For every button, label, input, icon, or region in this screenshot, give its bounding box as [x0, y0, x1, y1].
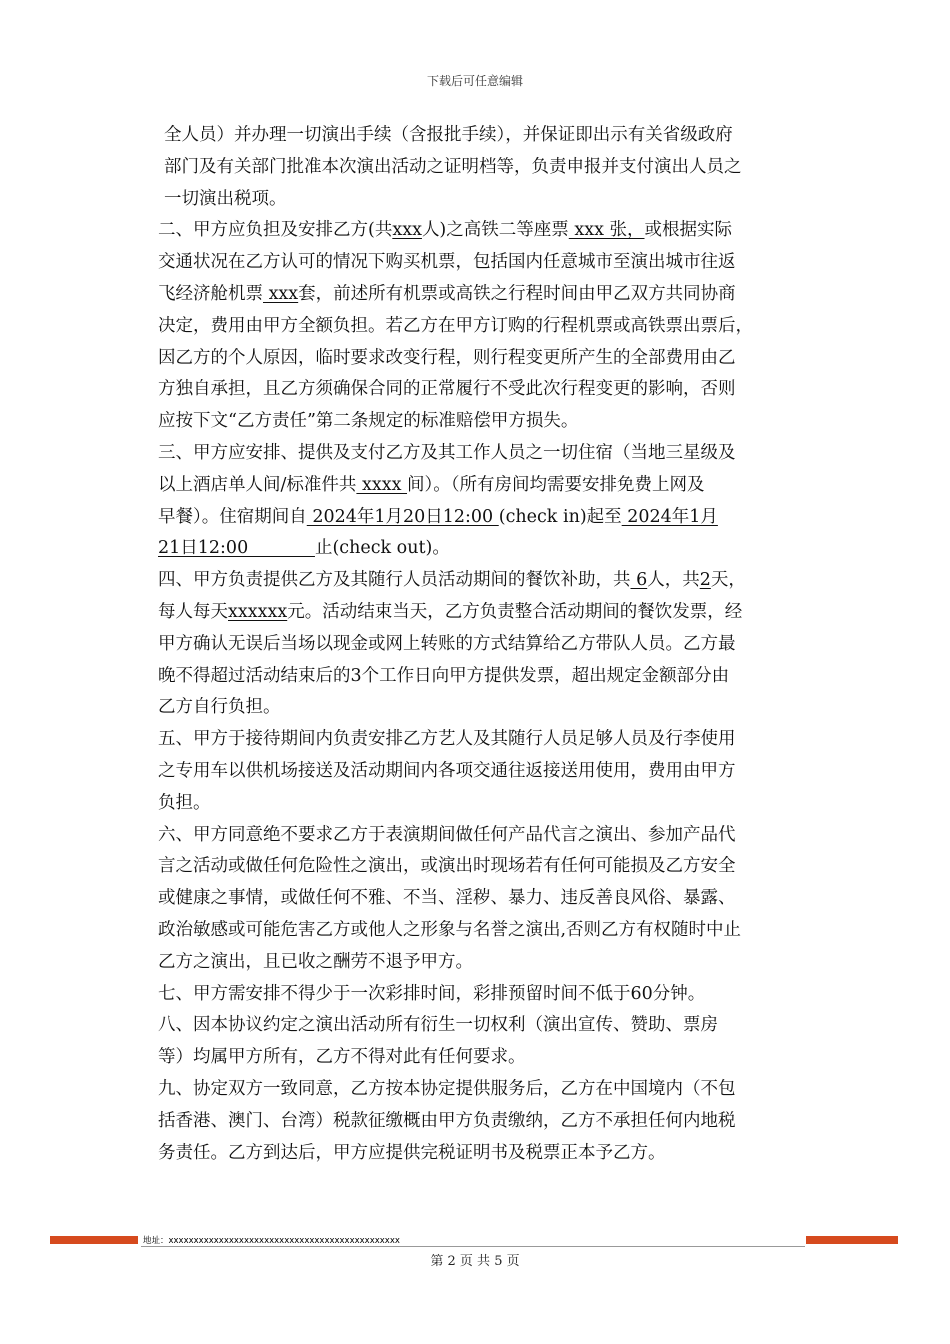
body-line: 三、甲方应安排、提供及支付乙方及其工作人员之一切住宿（当地三星级及: [158, 442, 736, 463]
body-line: 之专用车以供机场接送及活动期间内各项交通往返接送用使用，费用由甲方: [158, 760, 736, 781]
filled-blank: 2024年1月: [621, 506, 718, 527]
body-line: 负担。: [158, 792, 211, 813]
body-line: 应按下文“乙方责任”第二条规定的标准赔偿甲方损失。: [158, 411, 579, 432]
body-line: 或健康之事情，或做任何不雅、不当、淫秽、暴力、违反善良风俗、暴露、: [158, 888, 736, 909]
body-line: [158, 279, 818, 311]
body-line: 七、甲方需安排不得少于一次彩排时间，彩排预留时间不低于60分钟。: [158, 983, 706, 1004]
body-line: 八、因本协议约定之演出活动所有衍生一切权利（演出宣传、赞助、票房: [158, 1015, 718, 1036]
text-run: 或根据实际: [644, 220, 732, 241]
body-line: 甲方确认无误后当场以现金或网上转账的方式结算给乙方带队人员。乙方最: [158, 633, 736, 654]
body-line: 一切演出税项。: [164, 188, 287, 209]
page-number: 第 2 页 共 5 页: [430, 1254, 520, 1269]
body-line: 九、协定双方一致同意，乙方按本协定提供服务后，乙方在中国境内（不包: [158, 1078, 736, 1099]
filled-blank: xxx: [263, 283, 299, 304]
header-note: 下载后可任意编辑: [426, 74, 523, 88]
text-run: 每人每天: [158, 601, 228, 622]
footer-accent-bar-right: [806, 1236, 898, 1244]
body-line: [158, 597, 818, 629]
body-line: 五、甲方于接待期间内负责安排乙方艺人及其随行人员足够人员及行李使用: [158, 729, 736, 750]
body-line: 晚不得超过活动结束后的3个工作日向甲方提供发票，超出规定金额部分由: [158, 665, 730, 686]
text-run: 套，前述所有机票或高铁之行程时间由甲乙双方共同协商: [298, 283, 736, 304]
body-line: 决定，费用由甲方全额负担。若乙方在甲方订购的行程机票或高铁票出票后，: [158, 315, 753, 336]
body-line: 全人员）并办理一切演出手续（含报批手续），并保证即出示有关省级政府: [164, 125, 733, 145]
filled-blank: 2024年1月20日12:00: [306, 506, 499, 527]
body-line: 方独自承担，且乙方须确保合同的正常履行不受此次行程变更的影响，否则: [158, 379, 736, 400]
text-run: 人)之高铁二等座票: [421, 220, 569, 241]
body-line: 乙方自行负担。: [158, 697, 281, 718]
text-run: 四、甲方负责提供乙方及其随行人员活动期间的餐饮补助，共: [158, 570, 631, 591]
filled-blank: xxx: [392, 220, 422, 241]
text-run: 以上酒店单人间/标准件共: [158, 474, 357, 495]
footer-address: 地址：xxxxxxxxxxxxxxxxxxxxxxxxxxxxxxxxxxxxxxxxxxxxxx: [143, 1236, 400, 1246]
body-line: 交通状况在乙方认可的情况下购买机票，包括国内任意城市至演出城市往返: [158, 252, 736, 273]
filled-blank: xxxxxx: [228, 601, 288, 622]
body-line: 言之活动或做任何危险性之演出，或演出时现场若有任何可能损及乙方安全: [158, 856, 736, 877]
filled-blank: xxx 张，: [568, 220, 645, 241]
text-run: 止(check out)。: [314, 538, 450, 559]
footer-accent-bar-left: [50, 1236, 138, 1244]
body-line: 政治敏感或可能危害乙方或他人之形象与名誉之演出,否则乙方有权随时中止: [158, 919, 742, 940]
body-line: [158, 470, 818, 502]
body-line: 括香港、澳门、台湾）税款征缴概由甲方负责缴纳，乙方不承担任何内地税: [158, 1110, 736, 1131]
filled-blank: xxxx: [356, 474, 408, 495]
text-run: (check in)起至: [498, 506, 622, 527]
text-run: 间）。（所有房间均需要安排免费上网及: [407, 474, 705, 495]
body-line: [158, 215, 818, 247]
filled-blank: 2: [699, 570, 711, 591]
text-run: 二、甲方应负担及安排乙方(共: [158, 220, 393, 241]
body-line: 等）均属甲方所有，乙方不得对此有任何要求。: [158, 1047, 526, 1068]
text-run: 元。活动结束当天，乙方负责整合活动期间的餐饮发票，经: [287, 601, 743, 622]
footer-divider: [141, 1246, 805, 1247]
filled-blank: 6: [630, 570, 648, 591]
body-line: [158, 533, 818, 565]
body-line: 务责任。乙方到达后，甲方应提供完税证明书及税票正本予乙方。: [158, 1142, 666, 1163]
body-line: [158, 502, 818, 534]
body-line: [158, 565, 818, 597]
text-run: 早餐）。住宿期间自: [158, 506, 307, 527]
body-line: 乙方之演出，且已收之酬劳不退予甲方。: [158, 951, 473, 972]
body-line: 部门及有关部门批准本次演出活动之证明档等，负责申报并支付演出人员之: [164, 156, 742, 177]
text-run: 人，共: [647, 570, 700, 591]
body-line: 六、甲方同意绝不要求乙方于表演期间做任何产品代言之演出、参加产品代: [158, 824, 736, 845]
filled-blank: 21日12:00: [158, 538, 315, 559]
text-run: 飞经济舱机票: [158, 283, 263, 304]
body-line: 因乙方的个人原因，临时要求改变行程，则行程变更所产生的全部费用由乙: [158, 347, 736, 368]
document-body: [158, 120, 818, 1169]
text-run: 天，: [710, 570, 746, 591]
